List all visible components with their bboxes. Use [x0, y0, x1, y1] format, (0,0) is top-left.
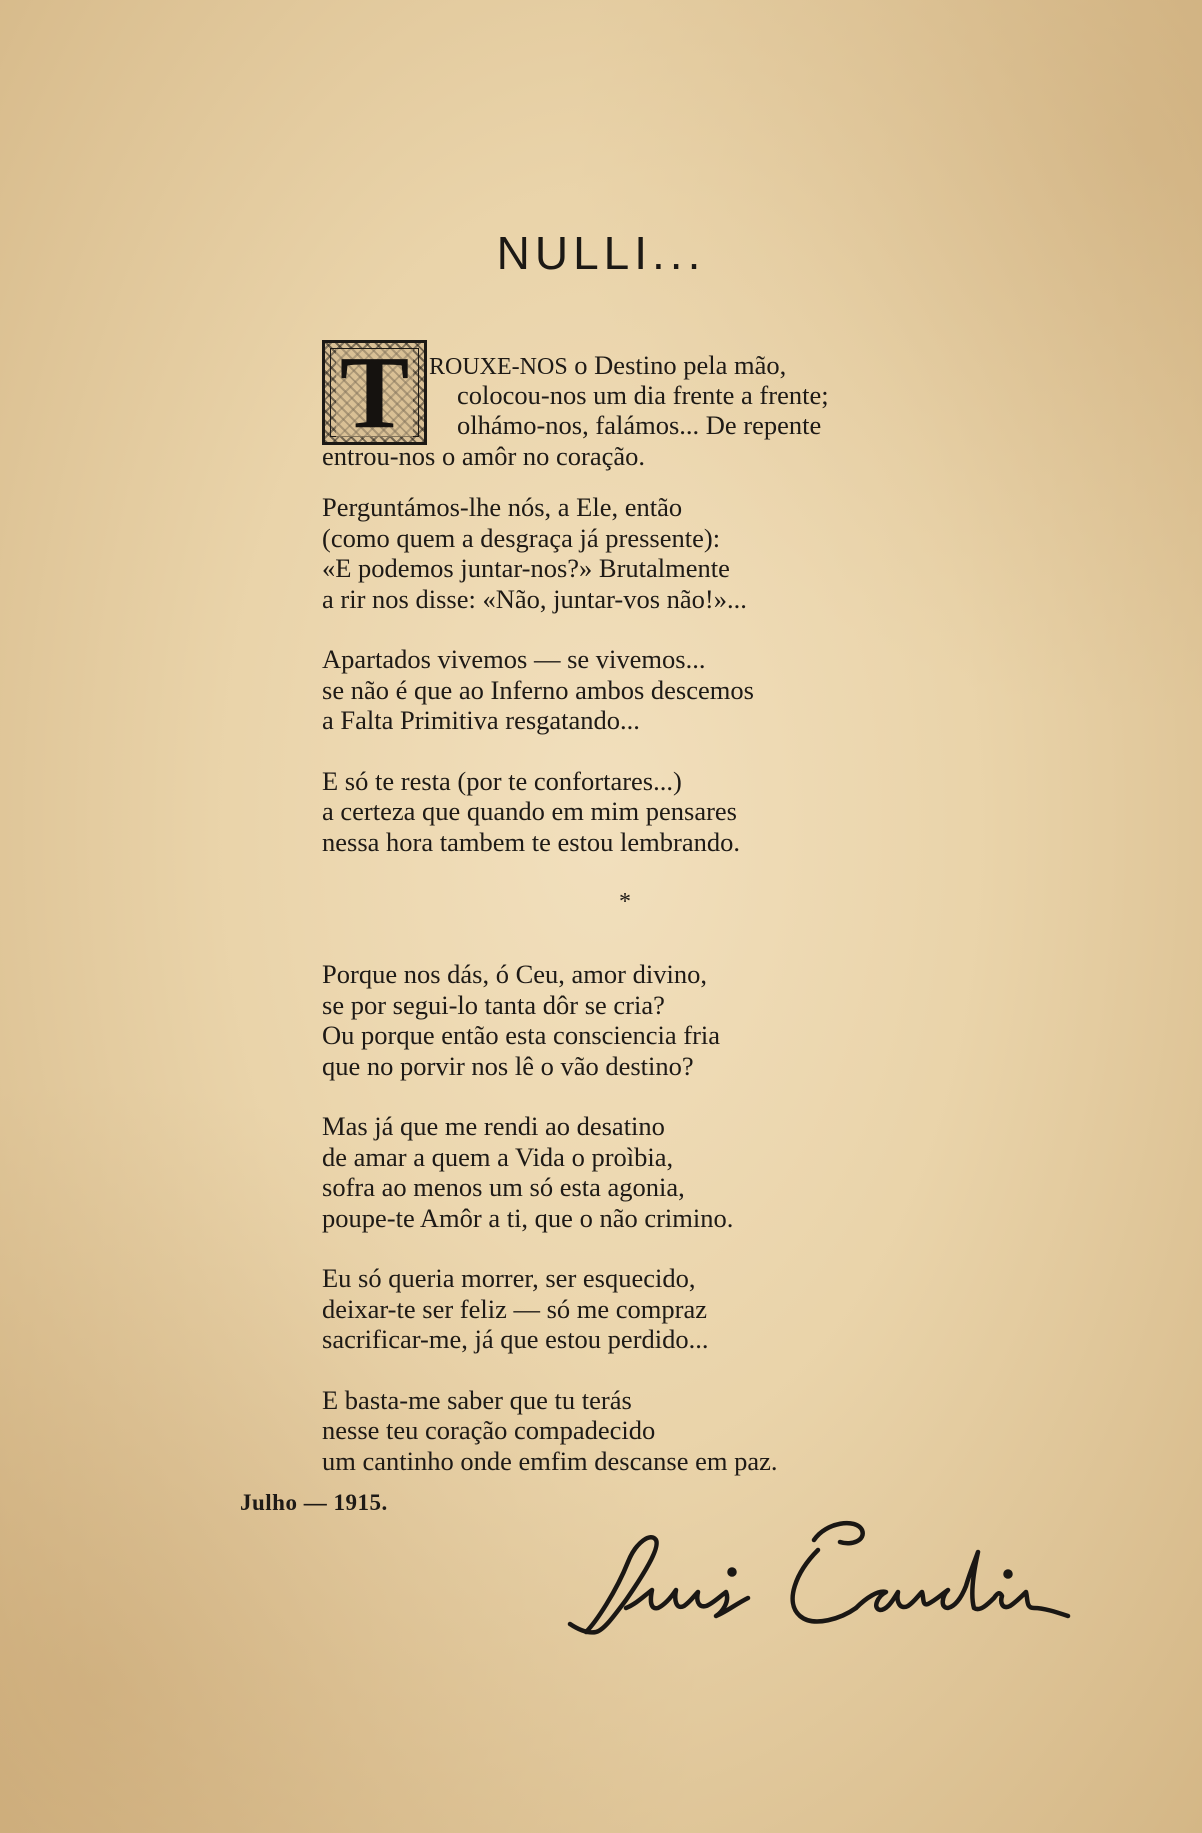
stanza: [322, 492, 942, 614]
poem-line: colocou-nos um dia frente a frente;: [457, 380, 829, 410]
poem-line: a certeza que quando em mim pensares: [322, 796, 737, 826]
poem-line: olhámo-nos, falámos... De repente: [457, 410, 822, 440]
poem-line: Mas já que me rendi ao desatino: [322, 1111, 665, 1141]
stanza: [322, 644, 942, 736]
poem-part-2: [322, 959, 942, 1476]
poem-line: sacrificar-me, já que estou perdido...: [322, 1324, 709, 1354]
poem-line: E só te resta (por te confortares...): [322, 765, 682, 796]
stanza: [322, 766, 942, 858]
poem-line: Porque nos dás, ó Ceu, amor divino,: [322, 959, 707, 989]
stanza-1: [322, 334, 942, 471]
stanza: [322, 1111, 942, 1233]
poem-line: se por segui-lo tanta dôr se cria?: [322, 989, 665, 1020]
poem-line: nessa hora tambem te estou lembrando.: [322, 826, 740, 857]
poem-title: NULLI...: [496, 227, 706, 279]
poem-line: a Falta Primitiva resgatando...: [322, 705, 640, 735]
poem-line: que no porvir nos lê o vão destino?: [322, 1050, 694, 1081]
poem-line: Perguntámos-lhe nós, a Ele, então: [322, 492, 683, 522]
poem-date: Julho — 1915.: [240, 1490, 388, 1515]
poem-line: de amar a quem a Vida o proìbia,: [322, 1141, 674, 1172]
poem-line: «E podemos juntar-nos?» Brutalmente: [322, 553, 730, 583]
poem-line: Apartados vivemos — se vivemos...: [322, 644, 706, 674]
poem-line: sofra ao menos um só esta agonia,: [322, 1172, 685, 1202]
poem-line: a rir nos disse: «Não, juntar-vos não!»...: [322, 583, 747, 614]
smallcaps-lead: ROUXE-NOS: [429, 354, 568, 380]
poem-line: E basta-me saber que tu terás: [322, 1384, 632, 1415]
ornamental-dropcap: [322, 334, 427, 450]
poem-line: entrou-nos o amôr no coração.: [322, 441, 646, 471]
poem-line: nesse teu coração compadecido: [322, 1415, 656, 1445]
poem-line: (como quem a desgraça já pressente):: [322, 522, 721, 553]
poem-line: deixar-te ser feliz — só me compraz: [322, 1293, 708, 1324]
dropcap-letter: T: [336, 349, 413, 437]
poem-line: [429, 350, 786, 383]
poem-line: Ou porque então esta consciencia fria: [322, 1020, 721, 1050]
poem-body: T ROUXE-NOS o Destino pela mão, colocou-nos um dia frente a frente; olhámo-nos, falámos... De repente entrou-nos o amôr no coração. Perguntámos-lhe nós, a Ele, então (como quem a desgraça já pressente): «E podemos juntar-nos?» Brutalmente a rir nos disse: «Não, juntar-vos não!»... Apartados vivemos — se vivemos... se não é que ao Inferno ambos descemos a Falta Primitiva resgatando... E só te resta (por te confortares...) a certeza que quando em mim pensares nessa hora tambem te estou lembrando. * Porque nos dás, ó Ceu, amor divino, se por segui-lo tanta dôr se cria? Ou porque então esta consciencia fria que no porvir nos lê o vão destino? Mas já que me rendi ao desatino de amar a quem a Vida o proìbia, sofra ao menos um só esta agonia, poupe-te Amôr a ti, que o não crimino. Eu só queria morrer, ser esquecido, deixar-te ser feliz — só me compraz sacrificar-me, já que estou perdido... E basta-me saber que tu terás nesse teu coração compadecido um cantinho onde emfim descanse em paz.: [322, 338, 942, 1506]
handwritten-signature: [556, 1512, 1076, 1642]
poem-line: um cantinho onde emfim descanse em paz.: [322, 1445, 778, 1476]
line-tail: o Destino pela mão,: [567, 350, 787, 380]
poem-line: Eu só queria morrer, ser esquecido,: [322, 1263, 696, 1293]
stanza: [322, 959, 942, 1081]
stanza: [322, 1263, 942, 1355]
poem-line: se não é que ao Inferno ambos descemos: [322, 674, 754, 705]
poem-part-1: [322, 492, 942, 857]
poem-line: poupe-te Amôr a ti, que o não crimino.: [322, 1202, 734, 1233]
stanza: [322, 1385, 942, 1477]
